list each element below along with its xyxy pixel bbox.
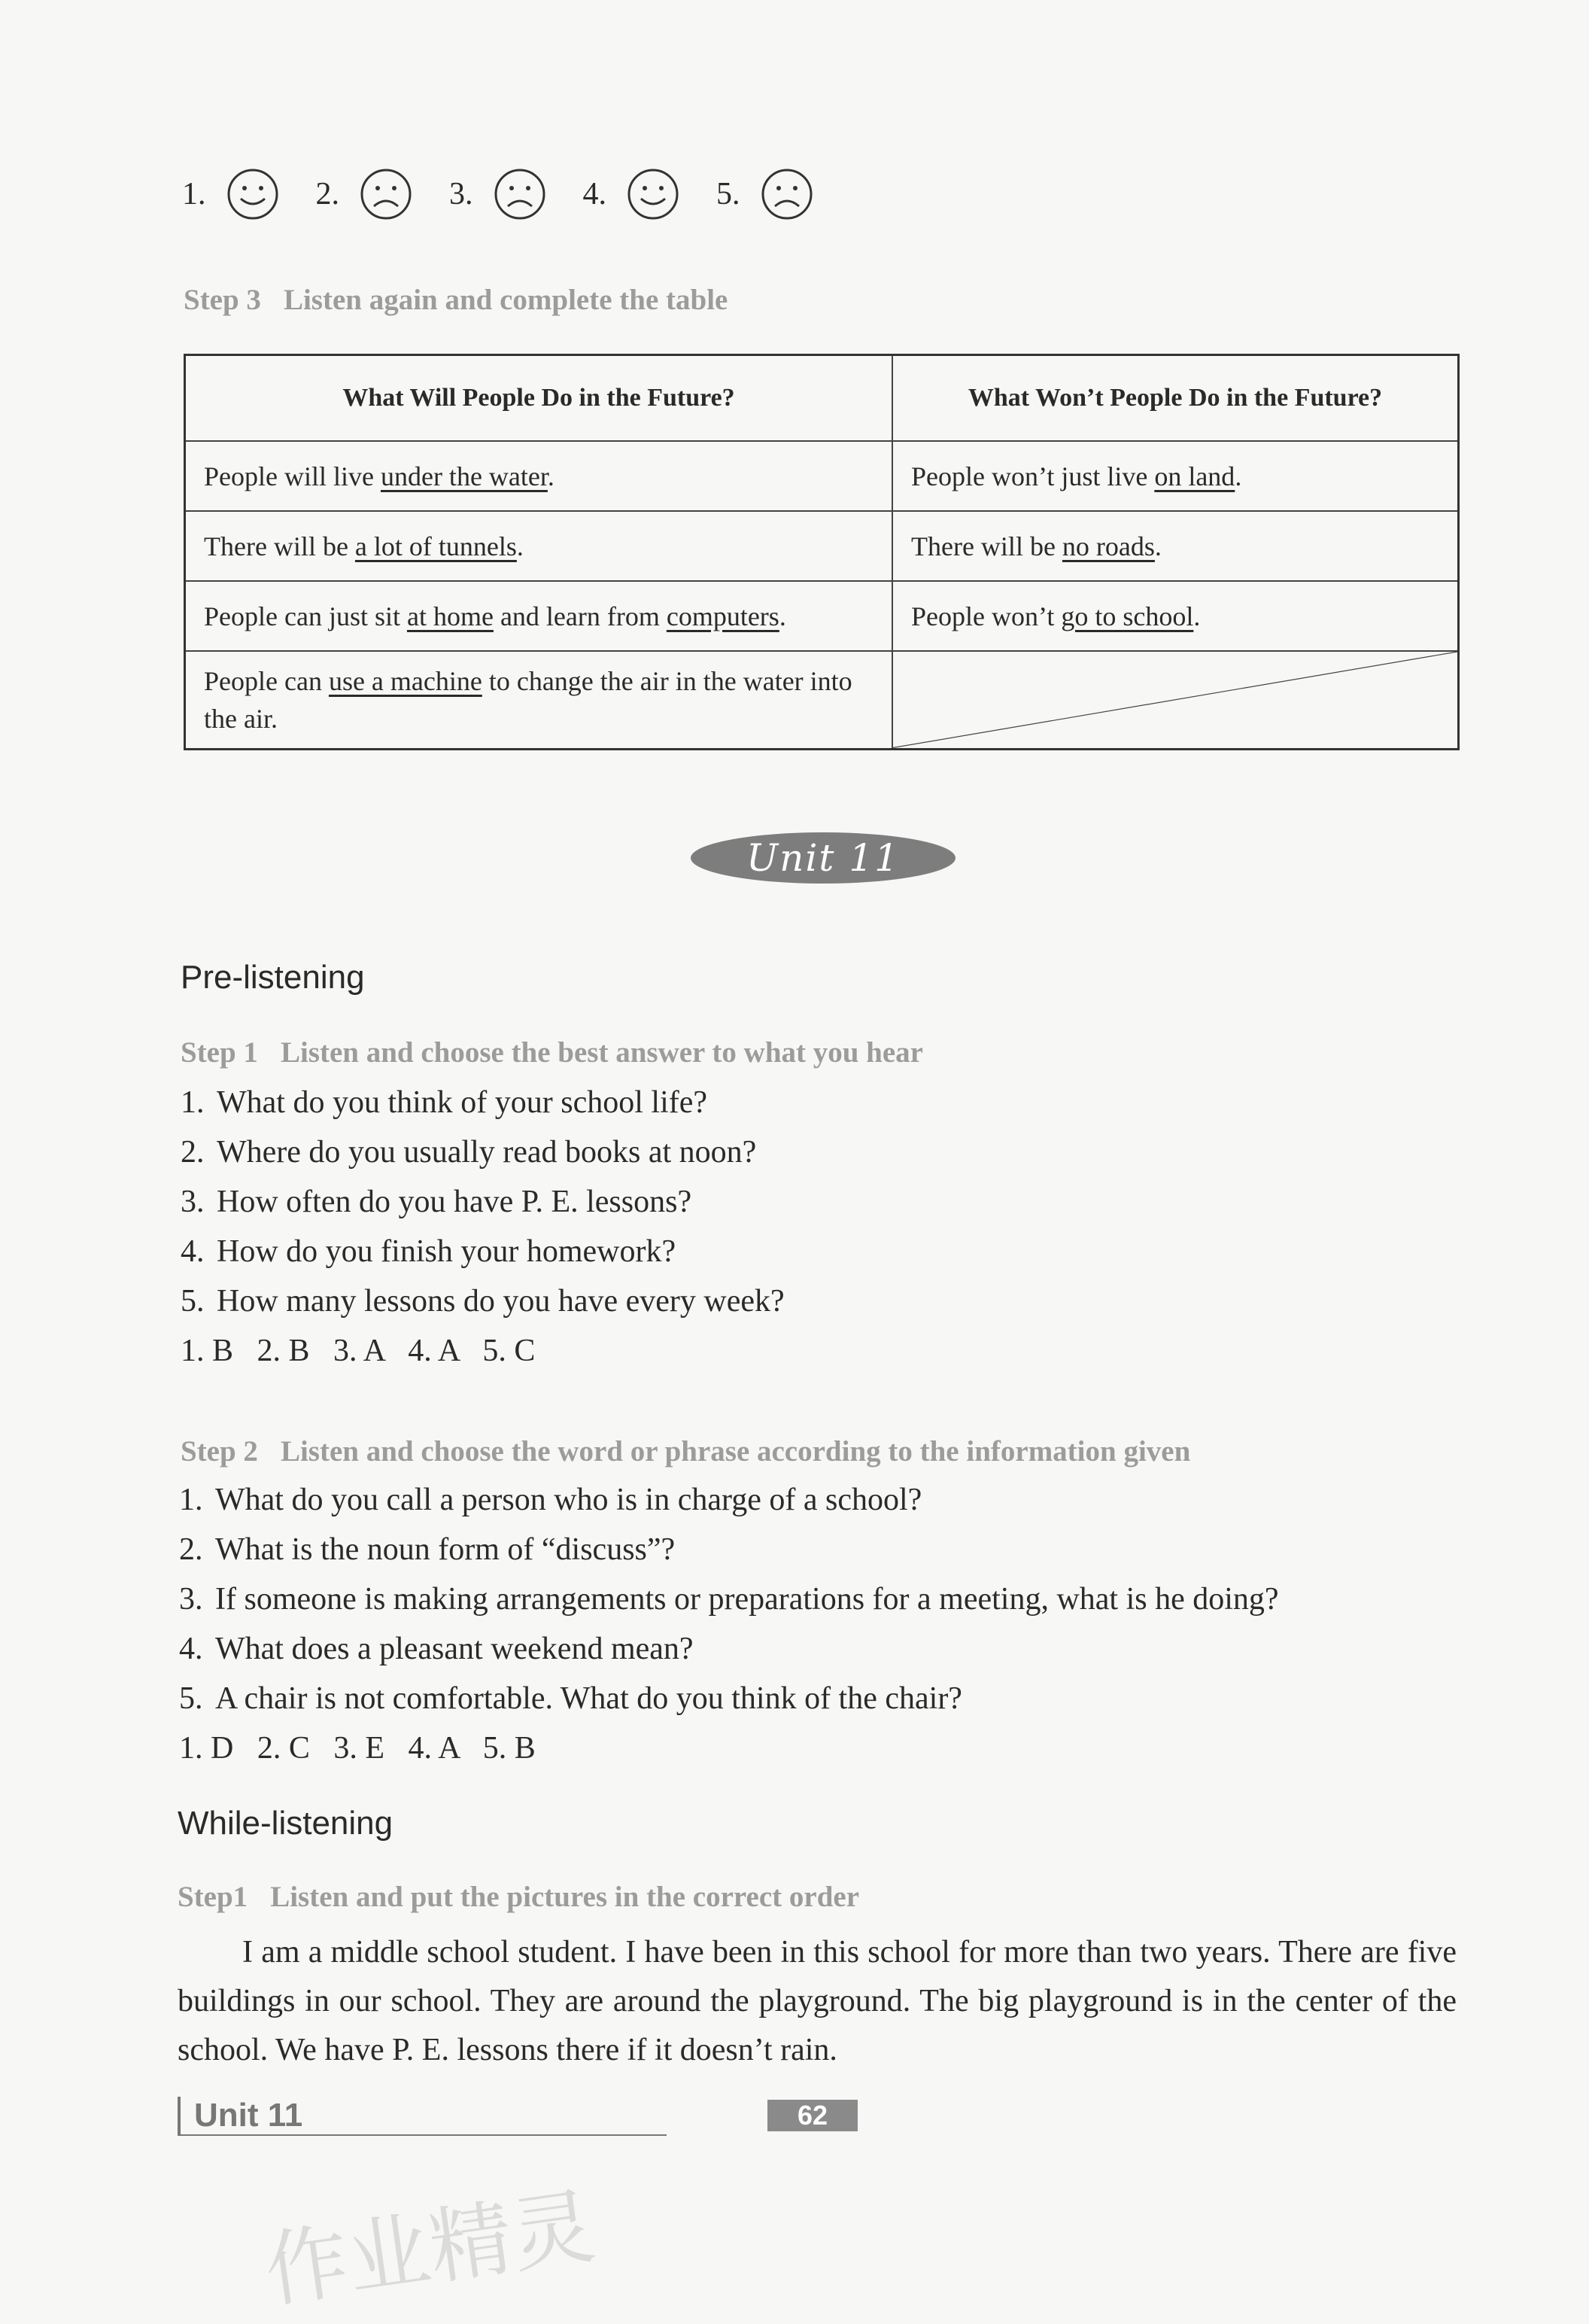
step1-heading xyxy=(181,1036,923,1069)
table-cell: People won’t go to school. xyxy=(892,581,1459,651)
page-number: 62 xyxy=(767,2100,858,2131)
step-number: Step 2 xyxy=(181,1435,258,1468)
list-item: 5. How many lessons do you have every week? xyxy=(181,1284,785,1319)
step1b-heading xyxy=(178,1880,859,1914)
list-item: 3. How often do you have P. E. lessons? xyxy=(181,1185,692,1219)
footer-unit-label: Unit 11 xyxy=(178,2097,302,2134)
pre-listening-heading: Pre-listening xyxy=(181,959,365,996)
table-cell: There will be no roads. xyxy=(892,511,1459,581)
faces-row xyxy=(182,167,850,221)
sad-face-icon xyxy=(493,167,547,221)
passage-text: I am a middle school student. I have been in this school for more than two years. There are five buildings in our school. They are around the playground. The big playground is in the center of the school. We have P. E. lessons there if it doesn’t rain. xyxy=(178,1935,1457,2067)
step-number: Step1 xyxy=(178,1881,248,1913)
step-number: Step 1 xyxy=(181,1036,258,1069)
list-item: 4. What does a pleasant weekend mean? xyxy=(179,1632,694,1666)
watermark: 作业精灵 xyxy=(259,2177,601,2319)
answer-line: 1. B 2. B 3. A 4. A 5. C xyxy=(181,1334,536,1368)
step-number: Step 3 xyxy=(184,284,261,316)
table-row xyxy=(185,441,1459,511)
diagonal-line xyxy=(893,652,1457,748)
step-title: Listen and choose the word or phrase according to the information given xyxy=(280,1435,1191,1468)
table-cell: People won’t just live on land. xyxy=(892,441,1459,511)
list-item: 1. What do you call a person who is in charge of a school? xyxy=(179,1483,922,1517)
footer-divider xyxy=(178,2134,667,2136)
list-item: 3. If someone is making arrangements or preparations for a meeting, what is he doing? xyxy=(179,1582,1279,1617)
step-title: Listen and put the pictures in the correct order xyxy=(270,1881,860,1913)
step3-heading xyxy=(184,283,728,317)
sad-face-icon xyxy=(359,167,413,221)
face-number: 4. xyxy=(582,177,606,211)
table-row xyxy=(185,511,1459,581)
table-header-row xyxy=(185,355,1459,442)
list-item: 2. What is the noun form of “discuss”? xyxy=(179,1532,676,1567)
face-number: 1. xyxy=(182,177,206,211)
face-number: 3. xyxy=(449,177,473,211)
listening-passage xyxy=(178,1928,1457,2075)
table-row xyxy=(185,651,1459,749)
table-cell: People can just sit at home and learn from computers. xyxy=(185,581,893,651)
step2-heading xyxy=(181,1434,1190,1468)
answer-line: 1. D 2. C 3. E 4. A 5. B xyxy=(179,1731,536,1766)
list-item: 2. Where do you usually read books at noon? xyxy=(181,1135,757,1170)
happy-face-icon xyxy=(226,167,280,221)
face-item-2 xyxy=(316,167,414,221)
face-number: 5. xyxy=(716,177,740,211)
face-item-5 xyxy=(716,167,814,221)
list-item: 1. What do you think of your school life? xyxy=(181,1085,708,1120)
step2-question-list xyxy=(179,1475,1279,1773)
table-row xyxy=(185,581,1459,651)
unit-banner: Unit 11 xyxy=(691,832,956,884)
empty-diagonal-cell xyxy=(892,651,1459,749)
step-title: Listen and choose the best answer to what you hear xyxy=(280,1036,923,1069)
face-item-4 xyxy=(583,167,681,221)
step-title: Listen again and complete the table xyxy=(283,284,728,316)
table-header-wont: What Won’t People Do in the Future? xyxy=(892,355,1459,442)
table-cell: People will live under the water. xyxy=(185,441,893,511)
happy-face-icon xyxy=(626,167,680,221)
face-number: 2. xyxy=(315,177,339,211)
list-item: 5. A chair is not comfortable. What do you think of the chair? xyxy=(179,1681,962,1716)
table-cell: There will be a lot of tunnels. xyxy=(185,511,893,581)
while-listening-heading: While-listening xyxy=(178,1805,393,1842)
sad-face-icon xyxy=(760,167,814,221)
table-header-will: What Will People Do in the Future? xyxy=(185,355,893,442)
table-cell: People can use a machine to change the air in the water into the air. xyxy=(185,651,893,749)
step1-question-list xyxy=(181,1078,785,1376)
face-item-3 xyxy=(449,167,547,221)
face-item-1 xyxy=(182,167,280,221)
list-item: 4. How do you finish your homework? xyxy=(181,1234,676,1269)
future-table xyxy=(184,354,1460,750)
